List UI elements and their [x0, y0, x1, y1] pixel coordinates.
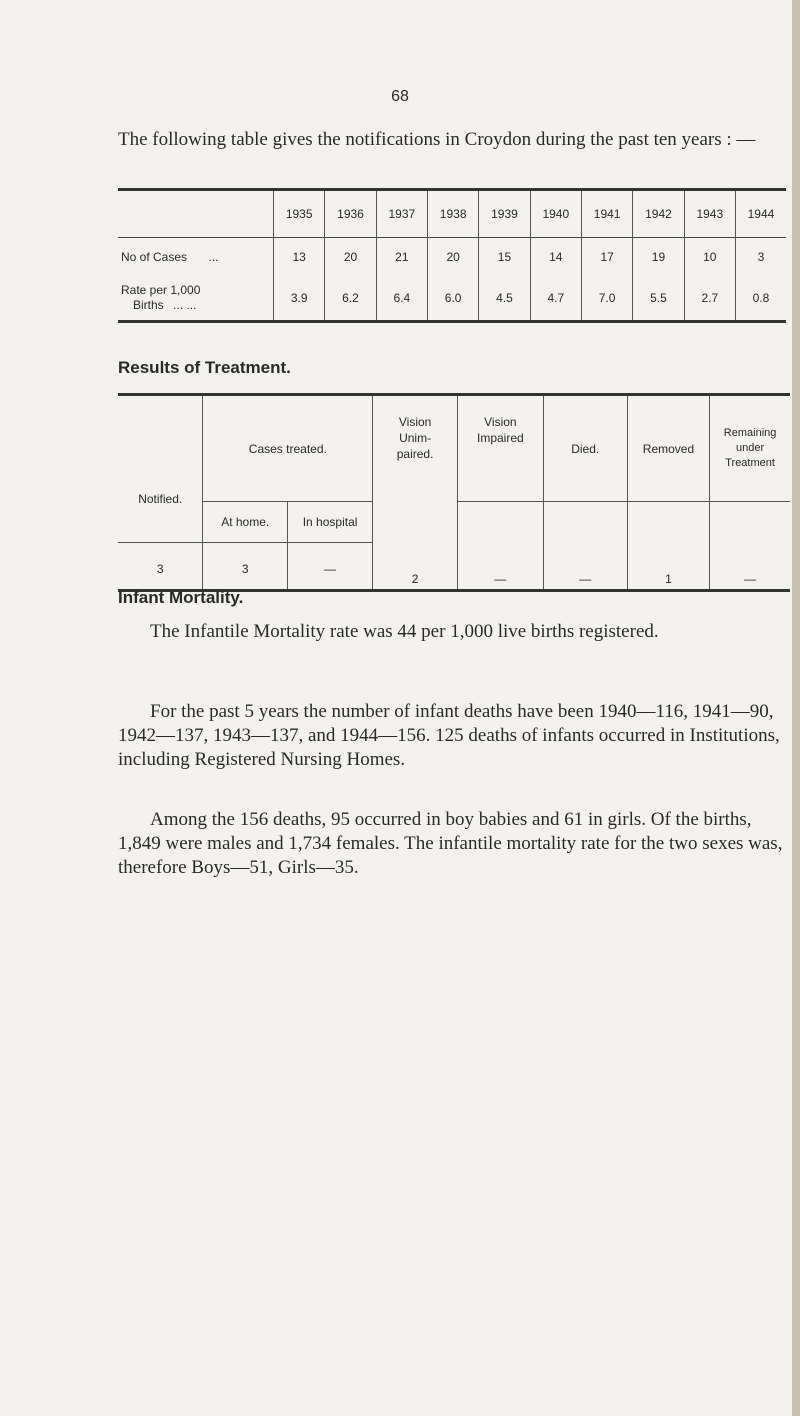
page-edge [792, 0, 800, 1416]
year-header: 1937 [376, 190, 427, 238]
row-label-line [121, 298, 271, 313]
table-cell: 3.9 [274, 276, 325, 322]
year-header: 1938 [427, 190, 478, 238]
leader-dots: ... ... [173, 298, 197, 312]
page-number: 68 [391, 88, 409, 105]
table-cell: 2 [373, 543, 458, 591]
row-label-text: No of Cases [121, 249, 188, 264]
year-header: 1935 [274, 190, 325, 238]
table-cell: — [287, 543, 372, 591]
row-label-line: Rate per 1,000 [121, 283, 201, 297]
blank-header [710, 502, 790, 543]
died-header: Died. [543, 395, 627, 502]
table-cell: 0.8 [735, 276, 786, 322]
table-cell: 14 [530, 238, 581, 277]
results-table [118, 393, 790, 592]
table-cell: 3 [118, 543, 203, 591]
table-cell: 6.0 [427, 276, 478, 322]
table-cell: 15 [479, 238, 530, 277]
blank-header [458, 502, 544, 543]
year-header: 1939 [479, 190, 530, 238]
header-line: paired. [396, 447, 434, 461]
blank-header [543, 502, 627, 543]
header-line: Treatment [725, 457, 775, 470]
table-row [118, 238, 786, 277]
remaining-header [710, 395, 790, 502]
paragraph: For the past 5 years the number of infant deaths have been 1940—116, 1941—90, 1942—137, 1943—137, and 1944—156. 125 deaths of infants occurred in Institutions, including Registered Nursing Homes. [118, 701, 780, 770]
table-cell: 21 [376, 238, 427, 277]
table-cell: 10 [684, 238, 735, 277]
table-cell: 19 [633, 238, 684, 277]
results-header-row [118, 395, 790, 502]
paragraph: The Infantile Mortality rate was 44 per 1,000 live births registered. [150, 621, 659, 642]
year-header: 1936 [325, 190, 376, 238]
table-cell: 3 [735, 238, 786, 277]
table-cell: 2.7 [684, 276, 735, 322]
year-header: 1943 [684, 190, 735, 238]
paragraph: Among the 156 deaths, 95 occurred in boy babies and 61 in girls. Of the births, 1,849 were males and 1,734 females. The infantile mortality rate for the two sexes was, therefore Boys—51, Girls—35. [118, 809, 783, 878]
header-line: Unim- [399, 431, 432, 445]
year-header: 1942 [633, 190, 684, 238]
in-hospital-header: In hospital [287, 502, 372, 543]
table-cell: 17 [581, 238, 632, 277]
table-cell: 20 [325, 238, 376, 277]
year-header: 1941 [581, 190, 632, 238]
intro-text: The following table gives the notifications in Croydon during the past ten years : — [118, 129, 756, 150]
year-header: 1940 [530, 190, 581, 238]
table-cell: 6.2 [325, 276, 376, 322]
table-cell: 20 [427, 238, 478, 277]
table-cell: 5.5 [633, 276, 684, 322]
cases-treated-header: Cases treated. [203, 395, 373, 502]
header-line: Vision [484, 415, 517, 429]
row-label-text: Births [133, 298, 164, 312]
at-home-header: At home. [203, 502, 288, 543]
notifications-table [118, 188, 786, 323]
removed-header: Removed [627, 395, 709, 502]
table-row [118, 543, 790, 591]
vision-unimpaired-header [373, 395, 458, 543]
table-cell: 6.4 [376, 276, 427, 322]
notified-header: Notified. [138, 492, 183, 506]
header-line: Vision [398, 415, 432, 429]
notifications-header-row [118, 190, 786, 238]
table-cell: — [543, 543, 627, 591]
results-heading: Results of Treatment. [118, 358, 291, 377]
table-cell: 4.7 [530, 276, 581, 322]
table-cell: — [458, 543, 544, 591]
table-cell: 7.0 [581, 276, 632, 322]
table-row [118, 276, 786, 322]
vision-impaired-header [458, 395, 544, 502]
leader-dots: ... [208, 249, 219, 264]
header-line: Impaired [477, 431, 524, 445]
table-cell: 1 [627, 543, 709, 591]
year-header: 1944 [735, 190, 786, 238]
table-cell: 3 [203, 543, 288, 591]
row-label [118, 276, 274, 322]
header-line: Remaining [723, 427, 777, 440]
table-corner [118, 190, 274, 238]
table-cell: 13 [274, 238, 325, 277]
header-line: under [736, 442, 765, 455]
table-cell: 4.5 [479, 276, 530, 322]
infant-mortality-heading: Infant Mortality. [118, 588, 244, 607]
table-cell: — [710, 543, 790, 591]
row-label [118, 238, 274, 277]
blank-header [627, 502, 709, 543]
